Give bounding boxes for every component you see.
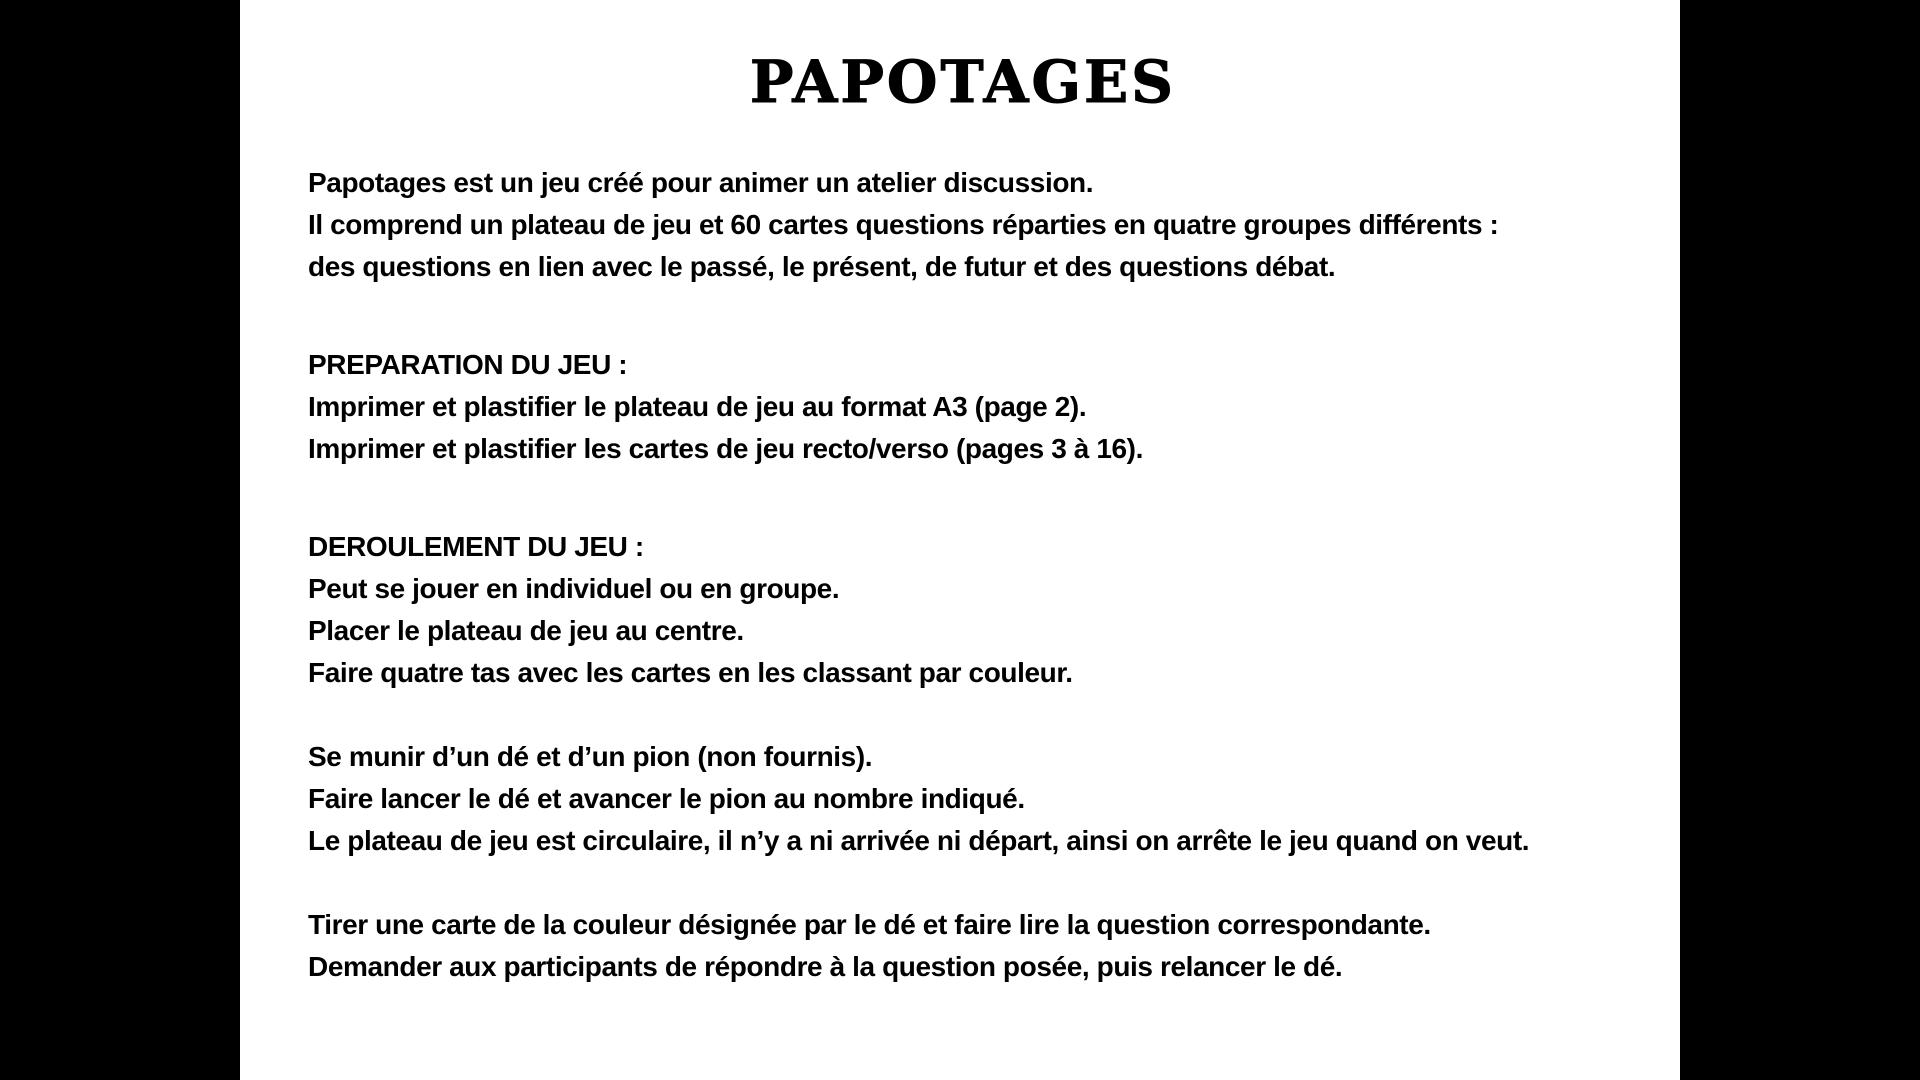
section-deroulement xyxy=(308,526,1618,694)
text-line: Papotages est un jeu créé pour animer un atelier discussion. xyxy=(308,167,1094,198)
section-gameplay xyxy=(308,736,1618,862)
section-heading: PREPARATION DU JEU : xyxy=(308,349,628,380)
text-line: Le plateau de jeu est circulaire, il n’y a ni arrivée ni départ, ainsi on arrête le jeu quand on veut. xyxy=(308,825,1530,856)
section-cards xyxy=(308,904,1618,988)
text-line: Peut se jouer en individuel ou en groupe. xyxy=(308,573,840,604)
section-heading: DEROULEMENT DU JEU : xyxy=(308,531,644,562)
section-intro xyxy=(308,162,1618,288)
text-line: Faire quatre tas avec les cartes en les classant par couleur. xyxy=(308,657,1073,688)
text-line: Se munir d’un dé et d’un pion (non fournis). xyxy=(308,741,873,772)
document-page xyxy=(240,0,1680,1080)
text-line: Faire lancer le dé et avancer le pion au nombre indiqué. xyxy=(308,783,1025,814)
page-title: PAPOTAGES xyxy=(749,48,1177,116)
text-line: Tirer une carte de la couleur désignée par le dé et faire lire la question correspondante. xyxy=(308,909,1431,940)
text-line: Imprimer et plastifier les cartes de jeu recto/verso (pages 3 à 16). xyxy=(308,433,1143,464)
section-preparation xyxy=(308,344,1618,470)
text-line: Placer le plateau de jeu au centre. xyxy=(308,615,744,646)
text-line: Demander aux participants de répondre à la question posée, puis relancer le dé. xyxy=(308,951,1343,982)
text-line: Il comprend un plateau de jeu et 60 cartes questions réparties en quatre groupes différents : xyxy=(308,209,1499,240)
text-line: des questions en lien avec le passé, le présent, de futur et des questions débat. xyxy=(308,251,1336,282)
text-line: Imprimer et plastifier le plateau de jeu au format A3 (page 2). xyxy=(308,391,1087,422)
